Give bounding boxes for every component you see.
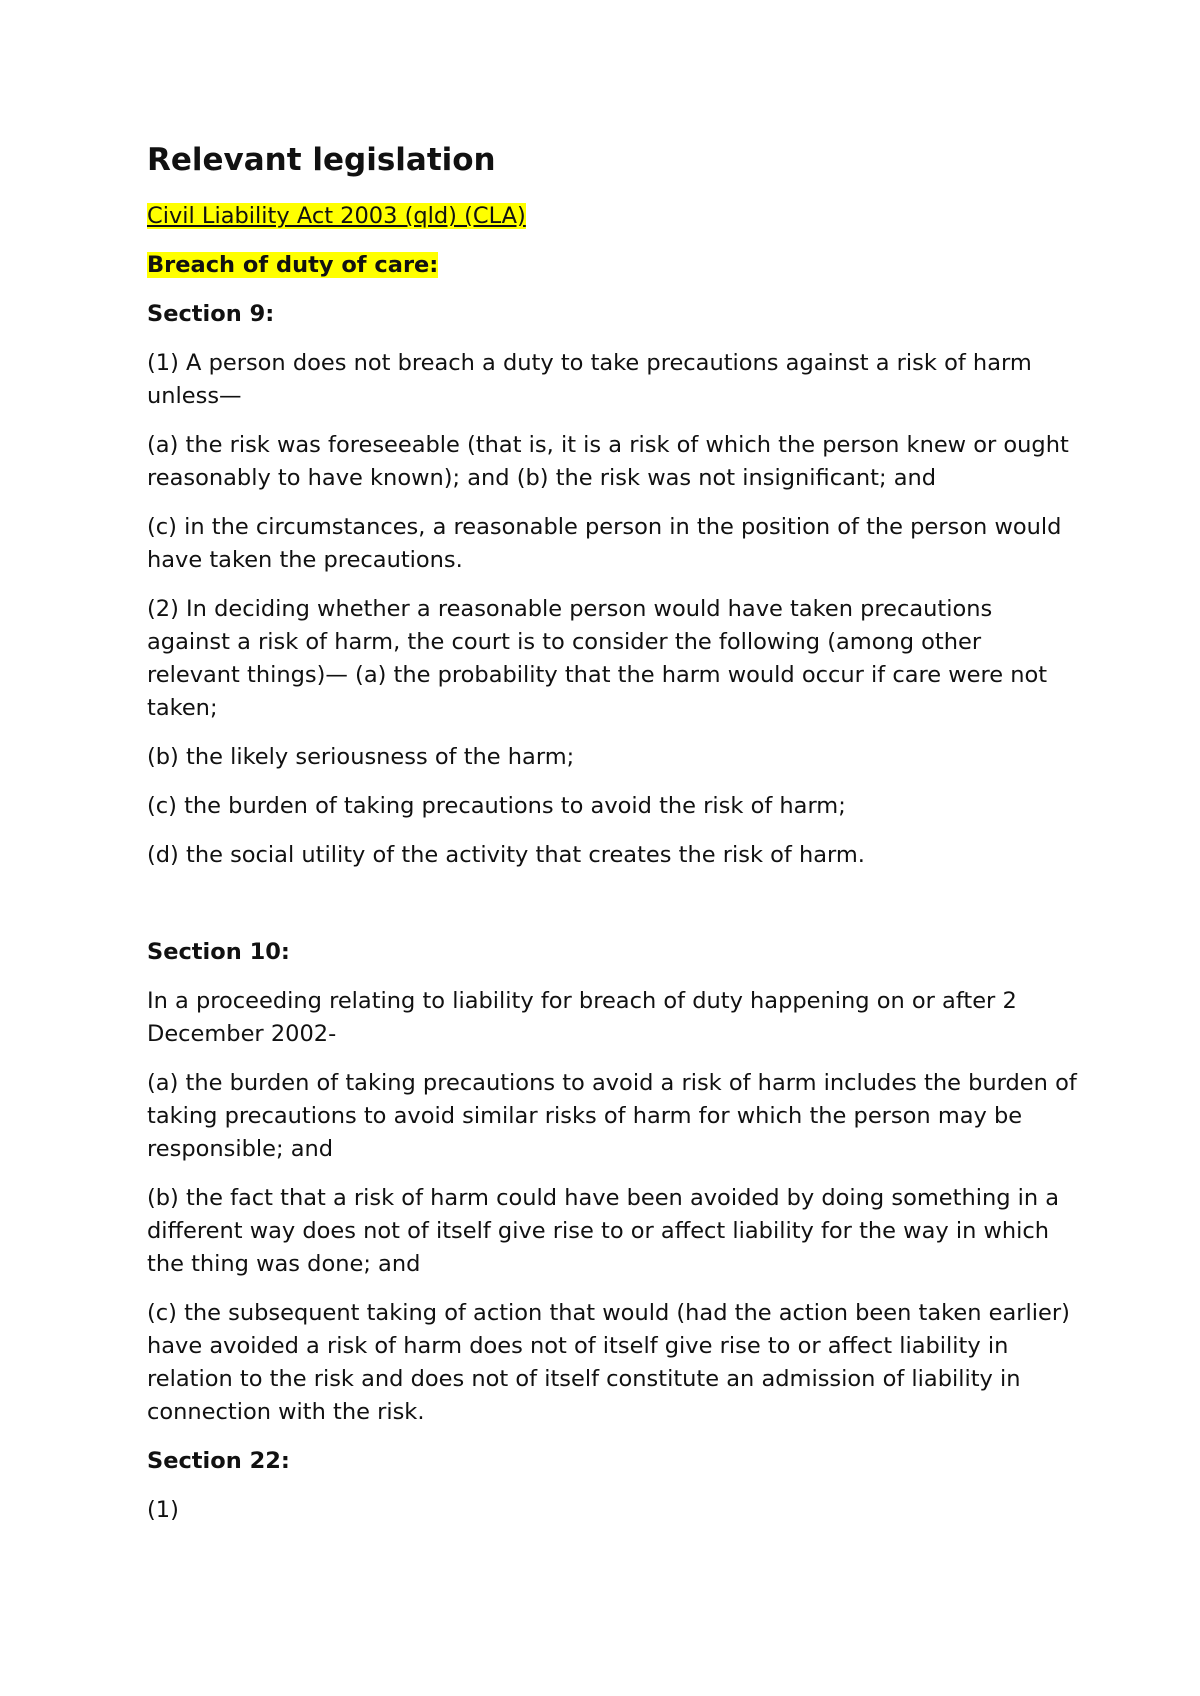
act-title-paragraph [147,200,1077,233]
section-10-paragraph: (a) the burden of taking precautions to avoid a risk of harm includes the burden of taking precautions to avoid similar risks of harm for which the person may be responsible; and [147,1070,1077,1163]
section-9-paragraph: (2) In deciding whether a reasonable person would have taken precautions against a risk of harm, the court is to consider the following (among other relevant things)— (a) the probability that the harm would occur if care were not taken; [147,596,1048,722]
section-9-paragraph: (a) the risk was foreseeable (that is, it is a risk of which the person knew or ought reasonably to have known); and (b) the risk was not insignificant; and [147,432,1069,492]
section-9-paragraph: (c) the burden of taking precautions to avoid the risk of harm; [147,793,846,820]
section-9-paragraph: (c) in the circumstances, a reasonable person in the position of the person would have taken the precautions. [147,514,1062,574]
section-10-paragraph: In a proceeding relating to liability for breach of duty happening on or after 2 December 2002- [147,988,1017,1048]
topic-heading: Breach of duty of care: [147,252,439,279]
act-title-link[interactable]: Civil Liability Act 2003 (qld) (CLA) [147,203,526,230]
document-title: Relevant legislation [147,142,496,178]
section-spacer [147,888,1077,936]
section-9-heading: Section 9: [147,301,275,328]
section-10-heading: Section 10: [147,939,290,966]
section-22-heading: Section 22: [147,1448,290,1475]
document-page [147,140,1077,1543]
section-10-paragraph: (b) the fact that a risk of harm could have been avoided by doing something in a different way does not of itself give rise to or affect liability for the way in which the thing was done; and [147,1185,1060,1278]
section-9-paragraph: (d) the social utility of the activity that creates the risk of harm. [147,842,865,869]
section-10-paragraph: (c) the subsequent taking of action that would (had the action been taken earlier) have avoided a risk of harm does not of itself give rise to or affect liability in relation to the risk and does not of itself constitute an admission of liability in connection with the risk. [147,1300,1070,1426]
topic-heading-paragraph [147,249,1077,282]
section-9-paragraph: (b) the likely seriousness of the harm; [147,744,575,771]
section-22-paragraph: (1) [147,1497,179,1524]
section-9-paragraph: (1) A person does not breach a duty to take precautions against a risk of harm unless— [147,350,1032,410]
